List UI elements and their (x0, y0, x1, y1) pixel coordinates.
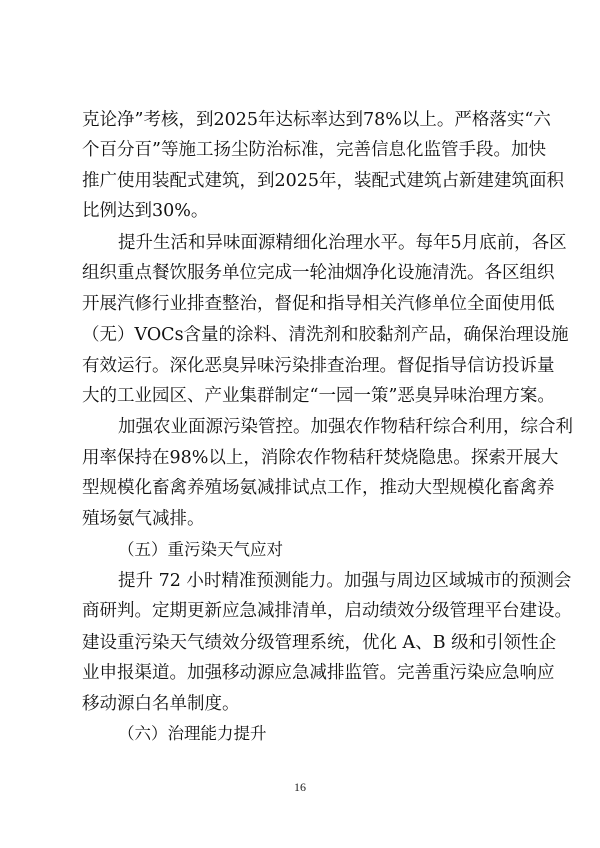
body-text-line: 移动源白名单制度。 (82, 694, 240, 714)
body-text-line: 组织重点餐饮服务单位完成一轮油烟净化设施清洗。各区组织 (82, 263, 555, 283)
body-text-line: 建设重污染天气绩效分级管理系统，优化 A、B 级和引领性企 (82, 633, 557, 653)
body-text-line: 大的工业园区、产业集群制定“一园一策”恶臭异味治理方案。 (82, 386, 555, 406)
body-text-line: 业申报渠道。加强移动源应急减排监管。完善重污染应急响应 (82, 663, 555, 683)
section-heading: （五）重污染天气应对 (118, 540, 283, 559)
body-text-line: （无）VOCs含量的涂料、清洗剂和胶黏剂产品，确保治理设施 (82, 325, 569, 345)
body-text-line: 推广使用装配式建筑，到2025年，装配式建筑占新建建筑面积 (82, 171, 565, 191)
page-number: 16 (294, 780, 306, 794)
section-heading: （六）治理能力提升 (118, 724, 267, 743)
body-text-line: 比例达到30%。 (82, 201, 209, 221)
paragraph-first-line: 加强农业面源污染管控。加强农作物秸秆综合利用，综合利 (118, 417, 573, 437)
paragraph-first-line: 提升生活和异味面源精细化治理水平。每年5月底前，各区 (118, 233, 567, 253)
body-text-line: 个百分百”等施工扬尘防治标准，完善信息化监管手段。加快 (82, 140, 546, 160)
body-text-line: 用率保持在98%以上，消除农作物秸秆焚烧隐患。探索开展大 (82, 448, 559, 468)
body-text-line: 有效运行。深化恶臭异味污染排查治理。督促指导信访投诉量 (82, 356, 555, 376)
body-text-line: 商研判。定期更新应急减排清单，启动绩效分级管理平台建设。 (82, 601, 572, 621)
body-text-line: 殖场氨气减排。 (82, 509, 205, 529)
paragraph-first-line: 提升 72 小时精准预测能力。加强与周边区域城市的预测会 (118, 571, 572, 591)
body-text-line: 开展汽修行业排查整治，督促和指导相关汽修单位全面使用低 (82, 294, 555, 314)
body-text-line: 型规模化畜禽养殖场氨减排试点工作，推动大型规模化畜禽养 (82, 478, 555, 498)
body-text-line: 克论净”考核，到2025年达标率达到78%以上。严格落实“六 (82, 110, 551, 130)
